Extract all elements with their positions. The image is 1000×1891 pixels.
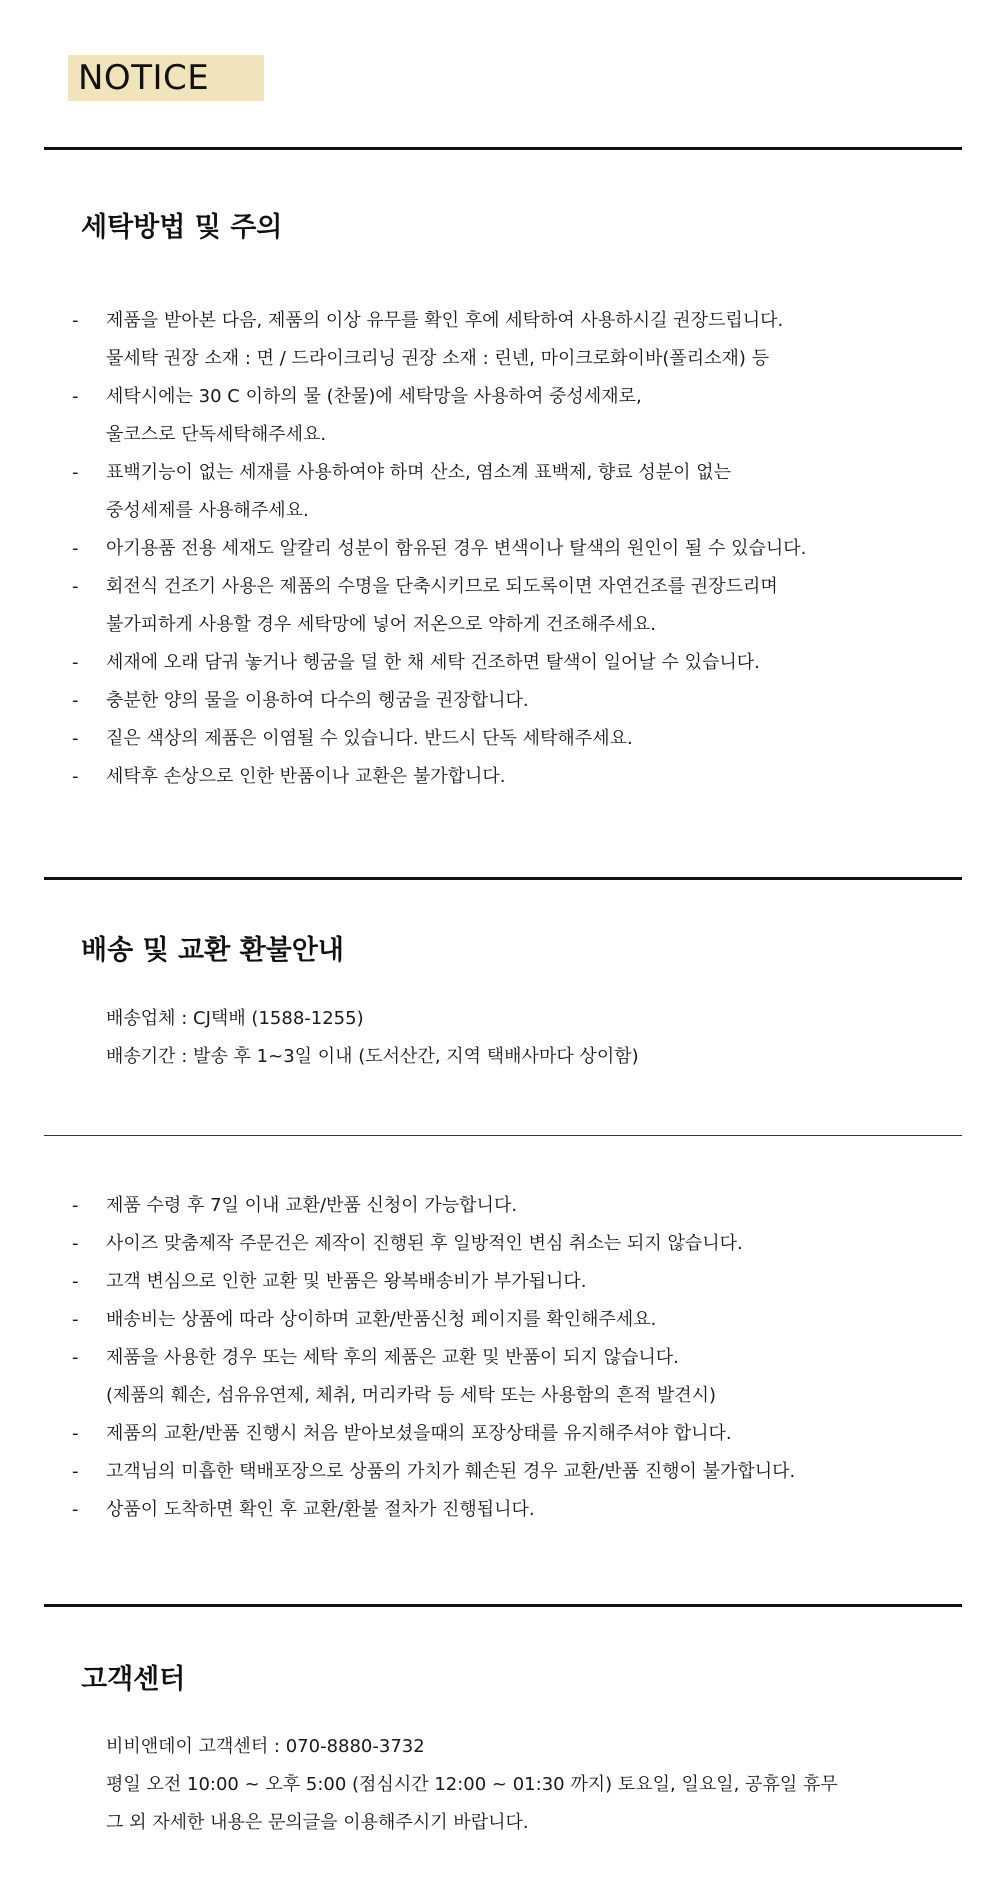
list-item [70, 1187, 950, 1225]
list-item-text: 세탁시에는 30 C 이하의 물 (찬물)에 세탁망을 사용하여 중성세재로, [106, 386, 642, 407]
bullet-dash: - [72, 728, 79, 749]
list-item-text: 제품을 받아본 다음, 제품의 이상 유무를 확인 후에 세탁하여 사용하시길 권장드립니다. [106, 310, 784, 331]
notice-title: NOTICE [78, 58, 210, 98]
customer-center-title: 고객센터 [81, 1664, 186, 1695]
list-item-text: 울코스로 단독세탁해주세요. [106, 424, 327, 445]
list-item [70, 340, 950, 378]
list-item-text: 제품의 교환/반품 진행시 처음 받아보셨을때의 포장상태를 유지해주셔야 합니다. [106, 1423, 732, 1444]
bullet-dash: - [72, 1271, 79, 1292]
shipping-info [106, 1000, 966, 1076]
info-line: 비비앤데이 고객센터 : 070-8880-3732 [106, 1736, 425, 1757]
list-item [70, 530, 950, 568]
list-item-text: 짙은 색상의 제품은 이염될 수 있습니다. 반드시 단독 세탁해주세요. [106, 728, 633, 749]
list-item [70, 1263, 950, 1301]
list-item [70, 1415, 950, 1453]
divider [44, 147, 962, 150]
divider [44, 877, 962, 880]
list-item [70, 758, 950, 796]
bullet-dash: - [72, 1233, 79, 1254]
info-line: 배송업체 : CJ택배 (1588-1255) [106, 1008, 364, 1029]
list-item-text: 제품을 사용한 경우 또는 세탁 후의 제품은 교환 및 반품이 되지 않습니다. [106, 1347, 679, 1368]
bullet-dash: - [72, 652, 79, 673]
list-item [70, 1301, 950, 1339]
list-item-text: 제품 수령 후 7일 이내 교환/반품 신청이 가능합니다. [106, 1195, 518, 1216]
list-item-text: 표백기능이 없는 세재를 사용하여야 하며 산소, 염소계 표백제, 향료 성분이 없는 [106, 462, 732, 483]
bullet-dash: - [72, 462, 79, 483]
list-item-text: 고객님의 미흡한 택배포장으로 상품의 가치가 훼손된 경우 교환/반품 진행이 불가합니다. [106, 1461, 796, 1482]
list-item [70, 606, 950, 644]
list-item-text: 상품이 도착하면 확인 후 교환/환불 절차가 진행됩니다. [106, 1499, 535, 1520]
bullet-dash: - [72, 766, 79, 787]
list-item [70, 1453, 950, 1491]
list-item [70, 1377, 950, 1415]
exchange-list [70, 1187, 950, 1529]
list-item-text: 중성세제를 사용해주세요. [106, 500, 309, 521]
list-item [70, 644, 950, 682]
bullet-dash: - [72, 1309, 79, 1330]
list-item-text: 회전식 건조기 사용은 제품의 수명을 단축시키므로 되도록이면 자연건조를 권장드리며 [106, 576, 778, 597]
customer-center-info [106, 1728, 966, 1842]
bullet-dash: - [72, 538, 79, 559]
bullet-dash: - [72, 310, 79, 331]
list-item [70, 416, 950, 454]
washing-section-title: 세탁방법 및 주의 [81, 212, 283, 243]
list-item-text: 물세탁 권장 소재 : 면 / 드라이크리닝 권장 소재 : 린넨, 마이크로화이바(폴리소재) 등 [106, 348, 770, 369]
list-item-text: 사이즈 맞춤제작 주문건은 제작이 진행된 후 일방적인 변심 취소는 되지 않습니다. [106, 1233, 743, 1254]
list-item [70, 302, 950, 340]
list-item [70, 568, 950, 606]
info-line: 배송기간 : 발송 후 1~3일 이내 (도서산간, 지역 택배사마다 상이함) [106, 1046, 639, 1067]
bullet-dash: - [72, 690, 79, 711]
bullet-dash: - [72, 576, 79, 597]
list-item-text: 고객 변심으로 인한 교환 및 반품은 왕복배송비가 부가됩니다. [106, 1271, 587, 1292]
list-item [70, 378, 950, 416]
list-item-text: 배송비는 상품에 따라 상이하며 교환/반품신청 페이지를 확인해주세요. [106, 1309, 657, 1330]
list-item-text: 아기용품 전용 세재도 알칼리 성분이 함유된 경우 변색이나 탈색의 원인이 될 수 있습니다. [106, 538, 807, 559]
list-item [70, 720, 950, 758]
bullet-dash: - [72, 1195, 79, 1216]
washing-list [70, 302, 950, 796]
list-item-text: 세탁후 손상으로 인한 반품이나 교환은 불가합니다. [106, 766, 506, 787]
list-item [70, 1339, 950, 1377]
list-item-text: (제품의 훼손, 섬유유연제, 체취, 머리카락 등 세탁 또는 사용함의 흔적 발견시) [106, 1385, 717, 1406]
list-item [70, 454, 950, 492]
list-item-text: 불가피하게 사용할 경우 세탁망에 넣어 저온으로 약하게 건조해주세요. [106, 614, 657, 635]
list-item [70, 1225, 950, 1263]
bullet-dash: - [72, 386, 79, 407]
list-item [70, 1491, 950, 1529]
divider [44, 1135, 962, 1136]
info-line: 평일 오전 10:00 ~ 오후 5:00 (점심시간 12:00 ~ 01:30 까지) 토요일, 일요일, 공휴일 휴무 [106, 1774, 838, 1795]
list-item-text: 세재에 오래 담궈 놓거나 헹굼을 덜 한 채 세탁 건조하면 탈색이 일어날 수 있습니다. [106, 652, 760, 673]
bullet-dash: - [72, 1461, 79, 1482]
list-item-text: 충분한 양의 물을 이용하여 다수의 헹굼을 권장합니다. [106, 690, 529, 711]
info-line: 그 외 자세한 내용은 문의글을 이용해주시기 바랍니다. [106, 1812, 529, 1833]
list-item [70, 682, 950, 720]
divider [44, 1604, 962, 1607]
bullet-dash: - [72, 1499, 79, 1520]
shipping-section-title: 배송 및 교환 환불안내 [81, 935, 344, 966]
list-item [70, 492, 950, 530]
bullet-dash: - [72, 1347, 79, 1368]
bullet-dash: - [72, 1423, 79, 1444]
